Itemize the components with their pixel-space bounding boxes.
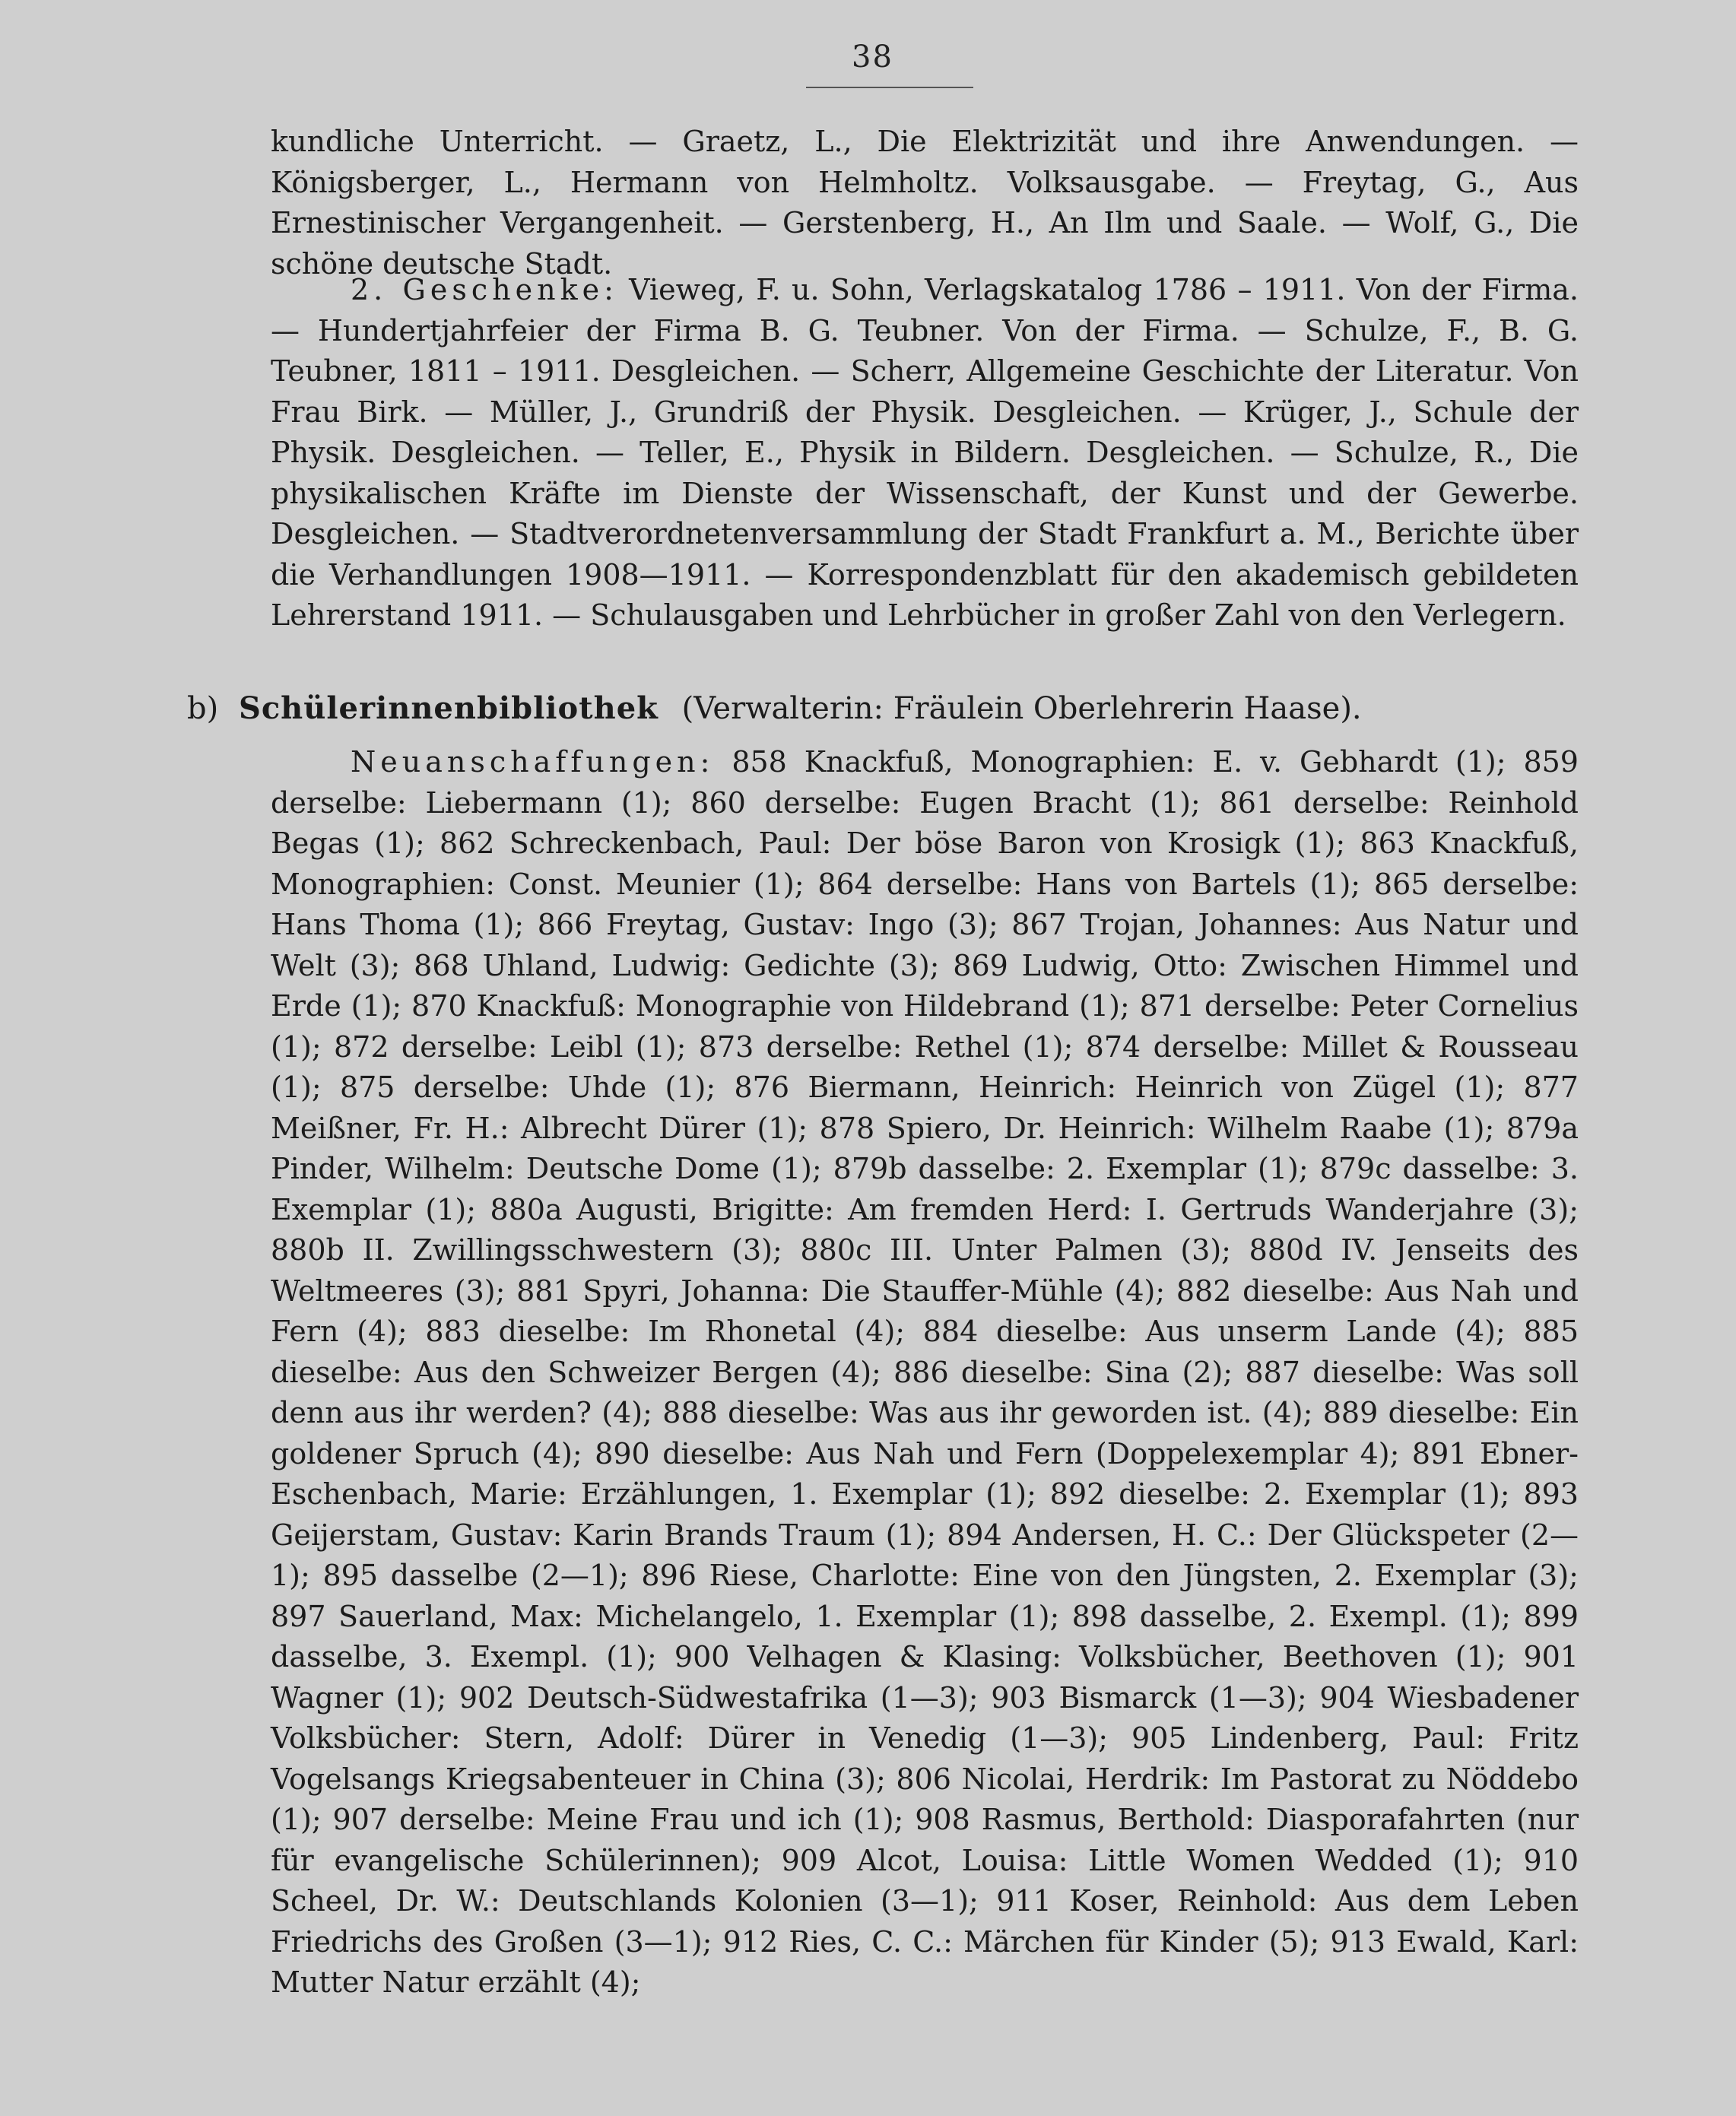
gifts-label: 2. Geschenke:: [351, 273, 618, 306]
section-b-title: Schülerinnenbibliothek: [238, 690, 659, 726]
acquisitions-paragraph: [271, 742, 1579, 2003]
page-number-rule: [806, 87, 973, 88]
page-number: 38: [852, 40, 893, 75]
continuation-text: kundliche Unterricht. — Graetz, L., Die Elektrizität und ihre Anwendungen. — Königsberger, L., Hermann von Helmholtz. Volksausgabe. — Freytag, G., Aus Ernestinischer Vergangenheit. — Gerstenberg, H., An Ilm und Saale. — Wolf, G., Die schöne deutsche Stadt.: [271, 125, 1579, 281]
gifts-paragraph: [271, 270, 1579, 636]
section-b-label: b): [187, 691, 219, 726]
acquisitions-label: Neuanschaffungen:: [351, 745, 715, 779]
section-b-note: (Verwalterin: Fräulein Oberlehrerin Haase).: [681, 691, 1362, 726]
section-b-heading: [187, 688, 1362, 729]
acquisitions-text: 858 Knackfuß, Monographien: E. v. Gebhardt (1); 859 derselbe: Liebermann (1); 860 derselbe: Eugen Bracht (1); 861 derselbe: Reinhold Begas (1); 862 Schreckenbach, Paul: Der böse Baron von Krosigk (1); 863 Knackfuß, Monographien: Const. Meunier (1); 864 derselbe: Hans von Bartels (1); 865 derselbe: Hans Thoma (1); 866 Freytag, Gustav: Ingo (3); 867 Trojan, Johannes: Aus Natur und Welt (3); 868 Uhland, Ludwig: Gedichte (3); 869 Ludwig, Otto: Zwischen Himmel und Erde (1); 870 Knackfuß: Monographie von Hildebrand (1); 871 derselbe: Peter Cornelius (1); 872 derselbe: Leibl (1); 873 derselbe: Rethel (1); 874 derselbe: Millet & Rousseau (1); 875 derselbe: Uhde (1); 876 Biermann, Heinrich: Heinrich von Zügel (1); 877 Meißner, Fr. H.: Albrecht Dürer (1); 878 Spiero, Dr. Heinrich: Wilhelm Raabe (1); 879a Pinder, Wilhelm: Deutsche Dome (1); 879b dasselbe: 2. Exemplar (1); 879c dasselbe: 3. Exemplar (1); 880a Augusti, Brigitte: Am fremden Herd: I. Gertruds Wanderjahre (3); 880b II. Zwillingsschwestern (3); 880c III. Unter Palmen (3); 880d IV. Jenseits des Weltmeeres (3); 881 Spyri, Johanna: Die Stauffer-Mühle (4); 882 dieselbe: Aus Nah und Fern (4); 883 dieselbe: Im Rhonetal (4); 884 dieselbe: Aus unserm Lande (4); 885 dieselbe: Aus den Schweizer Bergen (4); 886 dieselbe: Sina (2); 887 dieselbe: Was soll denn aus ihr werden? (4); 888 dieselbe: Was aus ihr geworden ist. (4); 889 dieselbe: Ein goldener Spruch (4); 890 dieselbe: Aus Nah und Fern (Doppelexemplar 4); 891 Ebner-Eschenbach, Marie: Erzählungen, 1. Exemplar (1); 892 dieselbe: 2. Exemplar (1); 893 Geijerstam, Gustav: Karin Brands Traum (1); 894 Andersen, H. C.: Der Glückspeter (2—1); 895 dasselbe (2—1); 896 Riese, Charlotte: Eine von den Jüngsten, 2. Exemplar (3); 897 Sauerland, Max: Michelangelo, 1. Exemplar (1); 898 dasselbe, 2. Exempl. (1); 899 dasselbe, 3. Exempl. (1); 900 Velhagen & Klasing: Volksbücher, Beethoven (1); 901 Wagner (1); 902 Deutsch-Südwestafrika (1—3); 903 Bismarck (1—3); 904 Wiesbadener Volksbücher: Stern, Adolf: Dürer in Venedig (1—3); 905 Lindenberg, Paul: Fritz Vogelsangs Kriegsabenteuer in China (3); 806 Nicolai, Herdrik: Im Pastorat zu Nöddebo (1); 907 derselbe: Meine Frau und ich (1); 908 Rasmus, Berthold: Diasporafahrten (nur für evangelische Schülerinnen); 909 Alcot, Louisa: Little Women Wedded (1); 910 Scheel, Dr. W.: Deutschlands Kolonien (3—1); 911 Koser, Reinhold: Aus dem Leben Friedrichs des Großen (3—1); 912 Ries, C. C.: Märchen für Kinder (5); 913 Ewald, Karl: Mutter Natur erzählt (4);: [271, 745, 1579, 1999]
continuation-paragraph: [271, 122, 1579, 284]
gifts-text: Vieweg, F. u. Sohn, Verlagskatalog 1786 – 1911. Von der Firma. — Hundertjahrfeier der Firma B. G. Teubner. Von der Firma. — Schulze, F., B. G. Teubner, 1811 – 1911. Desgleichen. — Scherr, Allgemeine Geschichte der Literatur. Von Frau Birk. — Müller, J., Grundriß der Physik. Desgleichen. — Krüger, J., Schule der Physik. Desgleichen. — Teller, E., Physik in Bildern. Desgleichen. — Schulze, R., Die physikalischen Kräfte im Dienste der Wissenschaft, der Kunst und der Gewerbe. Desgleichen. — Stadtverordnetenversammlung der Stadt Frankfurt a. M., Berichte über die Verhandlungen 1908—1911. — Korrespondenzblatt für den akademisch gebildeten Lehrerstand 1911. — Schulausgaben und Lehrbücher in großer Zahl von den Verlegern.: [271, 273, 1579, 632]
